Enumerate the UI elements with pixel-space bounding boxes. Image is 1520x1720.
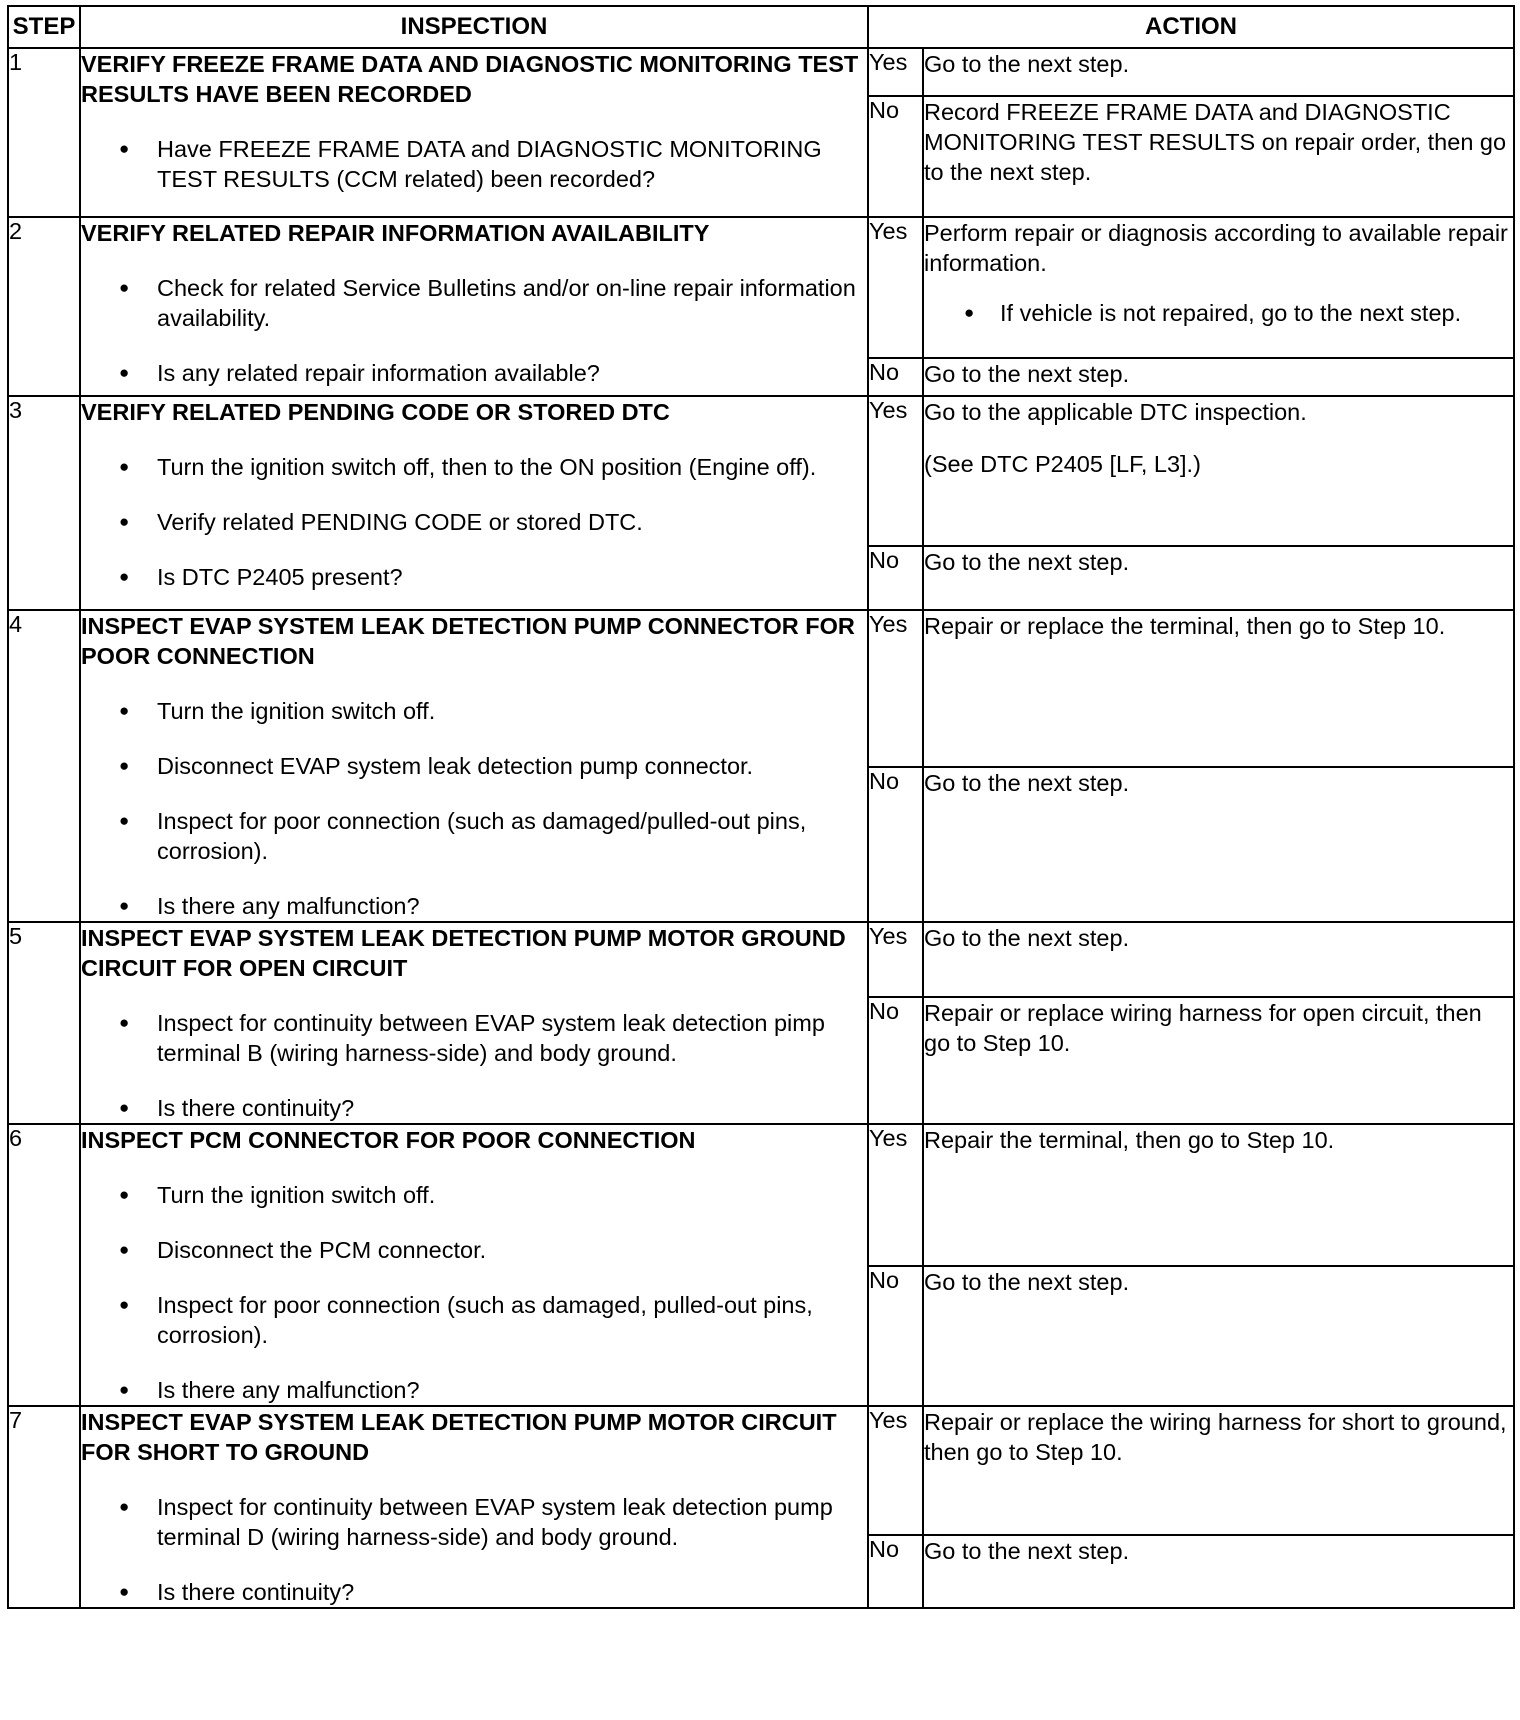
- no-label: No: [868, 96, 923, 217]
- no-action: Go to the next step.: [924, 549, 1130, 575]
- no-action: Repair or replace wiring harness for open circuit, then go to Step 10.: [924, 999, 1482, 1056]
- step-number: 4: [8, 610, 80, 922]
- yes-action: Go to the applicable DTC inspection.: [924, 399, 1307, 425]
- yes-action: Repair or replace the terminal, then go to Step 10.: [924, 613, 1446, 639]
- yes-action: Go to the next step.: [924, 925, 1130, 951]
- inspection-bullet-list: [81, 1008, 867, 1123]
- no-label: No: [868, 767, 923, 922]
- table-row: [8, 1406, 1514, 1535]
- inspection-bullet: ● Is there any malfunction?: [81, 891, 867, 921]
- inspection-bullet: ● Inspect for continuity between EVAP system leak detection pump terminal D (wiring harness-side) and body ground.: [81, 1492, 867, 1552]
- inspection-bullet: ● Turn the ignition switch off.: [81, 1180, 867, 1210]
- yes-action-cell: [923, 610, 1514, 767]
- inspection-bullet-list: [81, 134, 867, 194]
- no-action-cell: [923, 358, 1514, 396]
- inspection-cell: [80, 396, 868, 610]
- inspection-cell: [80, 610, 868, 922]
- inspection-bullet: ● Is there any malfunction?: [81, 1375, 867, 1405]
- table-row: [8, 396, 1514, 546]
- inspection-title: INSPECT EVAP SYSTEM LEAK DETECTION PUMP MOTOR GROUND CIRCUIT FOR OPEN CIRCUIT: [81, 925, 846, 981]
- yes-label: Yes: [868, 922, 923, 997]
- inspection-bullet: ● Is there continuity?: [81, 1093, 867, 1123]
- table-row: [8, 1124, 1514, 1266]
- no-label: No: [868, 1266, 923, 1406]
- no-action: Go to the next step.: [924, 1268, 1130, 1295]
- action-bullet-list: [924, 298, 1513, 328]
- yes-action: Go to the next step.: [924, 51, 1130, 77]
- inspection-title: INSPECT EVAP SYSTEM LEAK DETECTION PUMP MOTOR CIRCUIT FOR SHORT TO GROUND: [81, 1409, 837, 1465]
- header-inspection: INSPECTION: [80, 6, 868, 48]
- inspection-cell: [80, 922, 868, 1124]
- table-row: [8, 922, 1514, 997]
- yes-action: Perform repair or diagnosis according to available repair information.: [924, 220, 1508, 276]
- action-bullet: ● If vehicle is not repaired, go to the next step.: [924, 298, 1513, 328]
- step-number: 1: [8, 48, 80, 217]
- no-action-cell: [923, 546, 1514, 610]
- inspection-bullet-list: [81, 1180, 867, 1405]
- inspection-bullet: ● Is there continuity?: [81, 1577, 867, 1607]
- step-number: 5: [8, 922, 80, 1124]
- no-action: Go to the next step.: [924, 361, 1130, 387]
- header-action: ACTION: [868, 6, 1514, 48]
- table-row: [8, 48, 1514, 96]
- yes-label: Yes: [868, 396, 923, 546]
- inspection-bullet-list: [81, 696, 867, 921]
- step-number: 2: [8, 217, 80, 396]
- inspection-cell: [80, 1124, 868, 1406]
- inspection-bullet: ● Disconnect the PCM connector.: [81, 1235, 867, 1265]
- no-action-cell: [923, 997, 1514, 1124]
- inspection-bullet: ● Is any related repair information available?: [81, 358, 867, 388]
- yes-action-cell: [923, 922, 1514, 997]
- inspection-title: VERIFY RELATED PENDING CODE OR STORED DTC: [81, 399, 670, 425]
- yes-action-cell: [923, 1124, 1514, 1266]
- header-row: [8, 6, 1514, 48]
- yes-action-cell: [923, 48, 1514, 96]
- no-label: No: [868, 546, 923, 610]
- inspection-bullet: ● Inspect for poor connection (such as damaged/pulled-out pins, corrosion).: [81, 806, 867, 866]
- header-step: STEP: [8, 6, 80, 48]
- yes-label: Yes: [868, 48, 923, 96]
- inspection-title: INSPECT EVAP SYSTEM LEAK DETECTION PUMP CONNECTOR FOR POOR CONNECTION: [81, 613, 855, 669]
- no-action-cell: [923, 96, 1514, 217]
- inspection-bullet: ● Inspect for continuity between EVAP system leak detection pimp terminal B (wiring harness-side) and body ground.: [81, 1008, 867, 1068]
- yes-action: Repair the terminal, then go to Step 10.: [924, 1127, 1335, 1153]
- inspection-bullet: ● Disconnect EVAP system leak detection pump connector.: [81, 751, 867, 781]
- yes-action-cell: [923, 1406, 1514, 1535]
- inspection-bullet-list: [81, 273, 867, 388]
- inspection-bullet-list: [81, 452, 867, 592]
- inspection-title: VERIFY FREEZE FRAME DATA AND DIAGNOSTIC MONITORING TEST RESULTS HAVE BEEN RECORDED: [81, 51, 859, 107]
- no-action-cell: [923, 1266, 1514, 1406]
- yes-action: Repair or replace the wiring harness for short to ground, then go to Step 10.: [924, 1409, 1507, 1465]
- inspection-title: INSPECT PCM CONNECTOR FOR POOR CONNECTION: [81, 1127, 696, 1153]
- no-action: Go to the next step.: [924, 1537, 1130, 1564]
- inspection-bullet-list: [81, 1492, 867, 1607]
- yes-label: Yes: [868, 1124, 923, 1266]
- yes-action-note: (See DTC P2405 [LF, L3].): [924, 451, 1201, 477]
- inspection-title: VERIFY RELATED REPAIR INFORMATION AVAILABILITY: [81, 220, 710, 246]
- yes-label: Yes: [868, 217, 923, 358]
- no-action: Go to the next step.: [924, 770, 1130, 797]
- step-number: 3: [8, 396, 80, 610]
- no-label: No: [868, 358, 923, 396]
- inspection-bullet: ● Turn the ignition switch off.: [81, 696, 867, 726]
- inspection-cell: [80, 1406, 868, 1608]
- table-body: [8, 48, 1514, 1608]
- inspection-bullet: ● Check for related Service Bulletins and/or on-line repair information availability.: [81, 273, 867, 333]
- inspection-bullet: ● Is DTC P2405 present?: [81, 562, 867, 592]
- no-action-cell: [923, 767, 1514, 922]
- step-number: 6: [8, 1124, 80, 1406]
- diagnostic-procedure-table: [7, 5, 1515, 1609]
- table-row: [8, 610, 1514, 767]
- table-row: [8, 217, 1514, 358]
- no-action: Record FREEZE FRAME DATA and DIAGNOSTIC MONITORING TEST RESULTS on repair order, then go to the next step.: [924, 99, 1507, 185]
- inspection-cell: [80, 48, 868, 217]
- no-label: No: [868, 1535, 923, 1608]
- yes-action-cell: [923, 217, 1514, 358]
- inspection-bullet: ● Turn the ignition switch off, then to the ON position (Engine off).: [81, 452, 867, 482]
- yes-action-cell: [923, 396, 1514, 546]
- inspection-bullet: ● Verify related PENDING CODE or stored DTC.: [81, 507, 867, 537]
- yes-label: Yes: [868, 1406, 923, 1535]
- step-number: 7: [8, 1406, 80, 1608]
- yes-label: Yes: [868, 610, 923, 767]
- no-label: No: [868, 997, 923, 1124]
- inspection-bullet: ● Have FREEZE FRAME DATA and DIAGNOSTIC MONITORING TEST RESULTS (CCM related) been recorded?: [81, 134, 867, 194]
- inspection-cell: [80, 217, 868, 396]
- inspection-bullet: ● Inspect for poor connection (such as damaged, pulled-out pins, corrosion).: [81, 1290, 867, 1350]
- no-action-cell: [923, 1535, 1514, 1608]
